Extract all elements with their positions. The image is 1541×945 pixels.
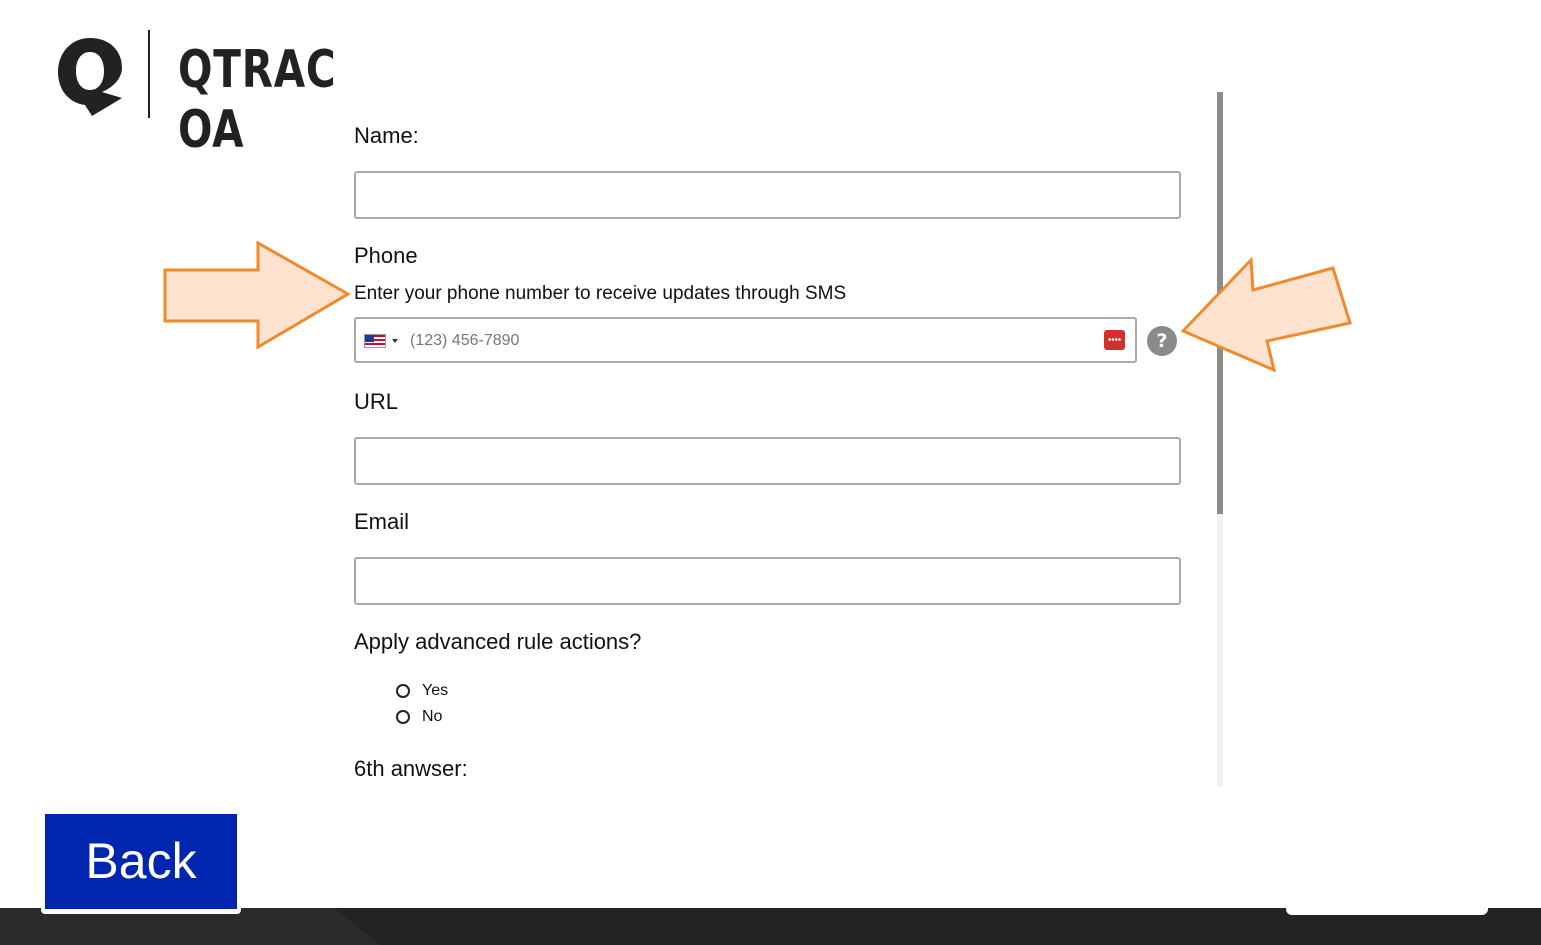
chevron-down-icon: [392, 339, 398, 343]
radio-button[interactable]: [396, 710, 410, 724]
radio-label-no: No: [422, 708, 443, 725]
advanced-question: Apply advanced rule actions?: [354, 629, 642, 654]
url-input[interactable]: [354, 437, 1181, 485]
phone-label: Phone: [354, 243, 418, 268]
sixth-question-label: 6th anwser:: [354, 756, 468, 781]
annotation-arrow-left: [1178, 255, 1356, 377]
radio-button[interactable]: [396, 684, 410, 698]
phone-field: [354, 317, 1137, 363]
logo-divider: [148, 30, 150, 118]
q-arrow-logo-icon: [56, 36, 126, 116]
email-input[interactable]: [354, 557, 1181, 605]
us-flag-icon: [364, 334, 386, 348]
back-button-label: Back: [45, 814, 237, 909]
radio-label-yes: Yes: [422, 682, 449, 699]
next-button-edge[interactable]: [1286, 895, 1488, 915]
radio-option-yes[interactable]: [396, 682, 448, 700]
name-input[interactable]: [354, 171, 1181, 219]
password-manager-icon[interactable]: [1104, 330, 1125, 350]
phone-input[interactable]: [408, 327, 1092, 355]
annotation-arrow-right: [160, 238, 355, 353]
phone-hint: Enter your phone number to receive updates through SMS: [354, 283, 847, 304]
country-select[interactable]: [364, 334, 398, 348]
help-icon[interactable]: ?: [1147, 326, 1177, 356]
url-label: URL: [354, 389, 399, 414]
email-label: Email: [354, 509, 410, 534]
brand-name: QTRAC OA: [178, 40, 337, 160]
back-button[interactable]: [41, 811, 241, 914]
brand-logo: [56, 30, 386, 160]
name-label: Name:: [354, 123, 419, 148]
radio-option-no[interactable]: [396, 708, 442, 726]
